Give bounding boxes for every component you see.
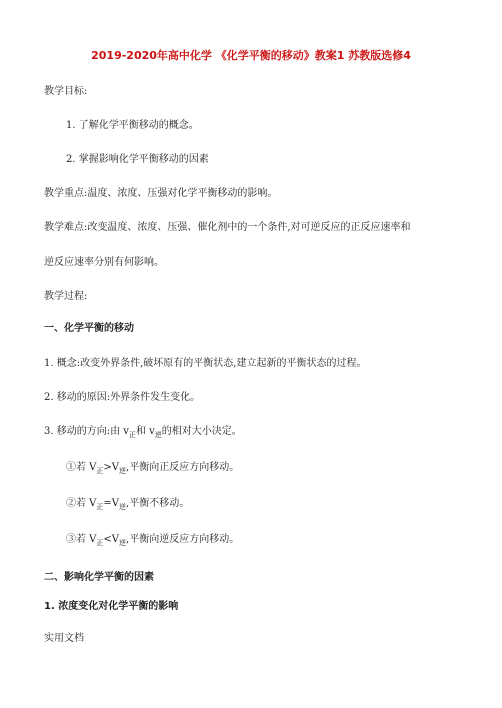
concept-text: 1. 概念:改变外界条件,破坏原有的平衡状态,建立起新的平衡状态的过程。: [44, 358, 367, 369]
direction-text: [44, 425, 242, 439]
case2-operator: =V: [103, 498, 120, 509]
document-title: 2019-2020年高中化学 《化学平衡的移动》教案1 苏教版选修4: [91, 49, 411, 62]
section-heading-1: 一、化学平衡的移动: [44, 323, 134, 334]
case3-prefix: ③若 V: [66, 534, 97, 545]
case2-sub-reverse: 逆: [119, 503, 127, 511]
case1-sub-reverse: 逆: [119, 467, 127, 475]
direction-mid: 和 v: [135, 426, 155, 437]
difficulty-text-line1: 教学难点:改变温度、浓度、压强、催化剂中的一个条件,对可逆反应的正反应速率和: [44, 222, 411, 233]
case1-operator: >V: [103, 462, 120, 473]
case1-suffix: ,平衡向正反应方向移动。: [126, 462, 240, 473]
process-label: 教学过程:: [44, 291, 88, 302]
direction-prefix: 3. 移动的方向:由 v: [44, 426, 129, 437]
objective-item-1: 1. 了解化学平衡移动的概念。: [66, 120, 199, 131]
difficulty-text-line2: 逆反应速率分别有何影响。: [44, 257, 164, 268]
direction-sub-forward: 正: [128, 431, 136, 439]
case3-operator: <V: [103, 534, 120, 545]
case1-sub-forward: 正: [96, 467, 104, 475]
objectives-label: 教学目标:: [44, 86, 88, 97]
case2-suffix: ,平衡不移动。: [126, 498, 190, 509]
case3-sub-reverse: 逆: [119, 539, 127, 547]
case-item-3: [66, 533, 239, 547]
case3-suffix: ,平衡向逆反应方向移动。: [126, 534, 240, 545]
objective-item-2: 2. 掌握影响化学平衡移动的因素: [66, 154, 209, 165]
direction-suffix: 的相对大小决定。: [161, 426, 242, 437]
footer-text: 实用文档: [44, 633, 84, 644]
case2-prefix: ②若 V: [66, 498, 97, 509]
section-heading-2: 二、影响化学平衡的因素: [44, 572, 154, 583]
subsection-heading-1: 1. 浓度变化对化学平衡的影响: [44, 601, 179, 612]
case-item-2: [66, 497, 189, 511]
direction-sub-reverse: 逆: [154, 431, 162, 439]
reason-text: 2. 移动的原因:外界条件发生变化。: [44, 392, 201, 403]
case-item-1: [66, 461, 239, 475]
case1-prefix: ①若 V: [66, 462, 97, 473]
key-points-text: 教学重点:温度、浓度、压强对化学平衡移动的影响。: [44, 188, 278, 199]
case2-sub-forward: 正: [96, 503, 104, 511]
case3-sub-forward: 正: [96, 539, 104, 547]
